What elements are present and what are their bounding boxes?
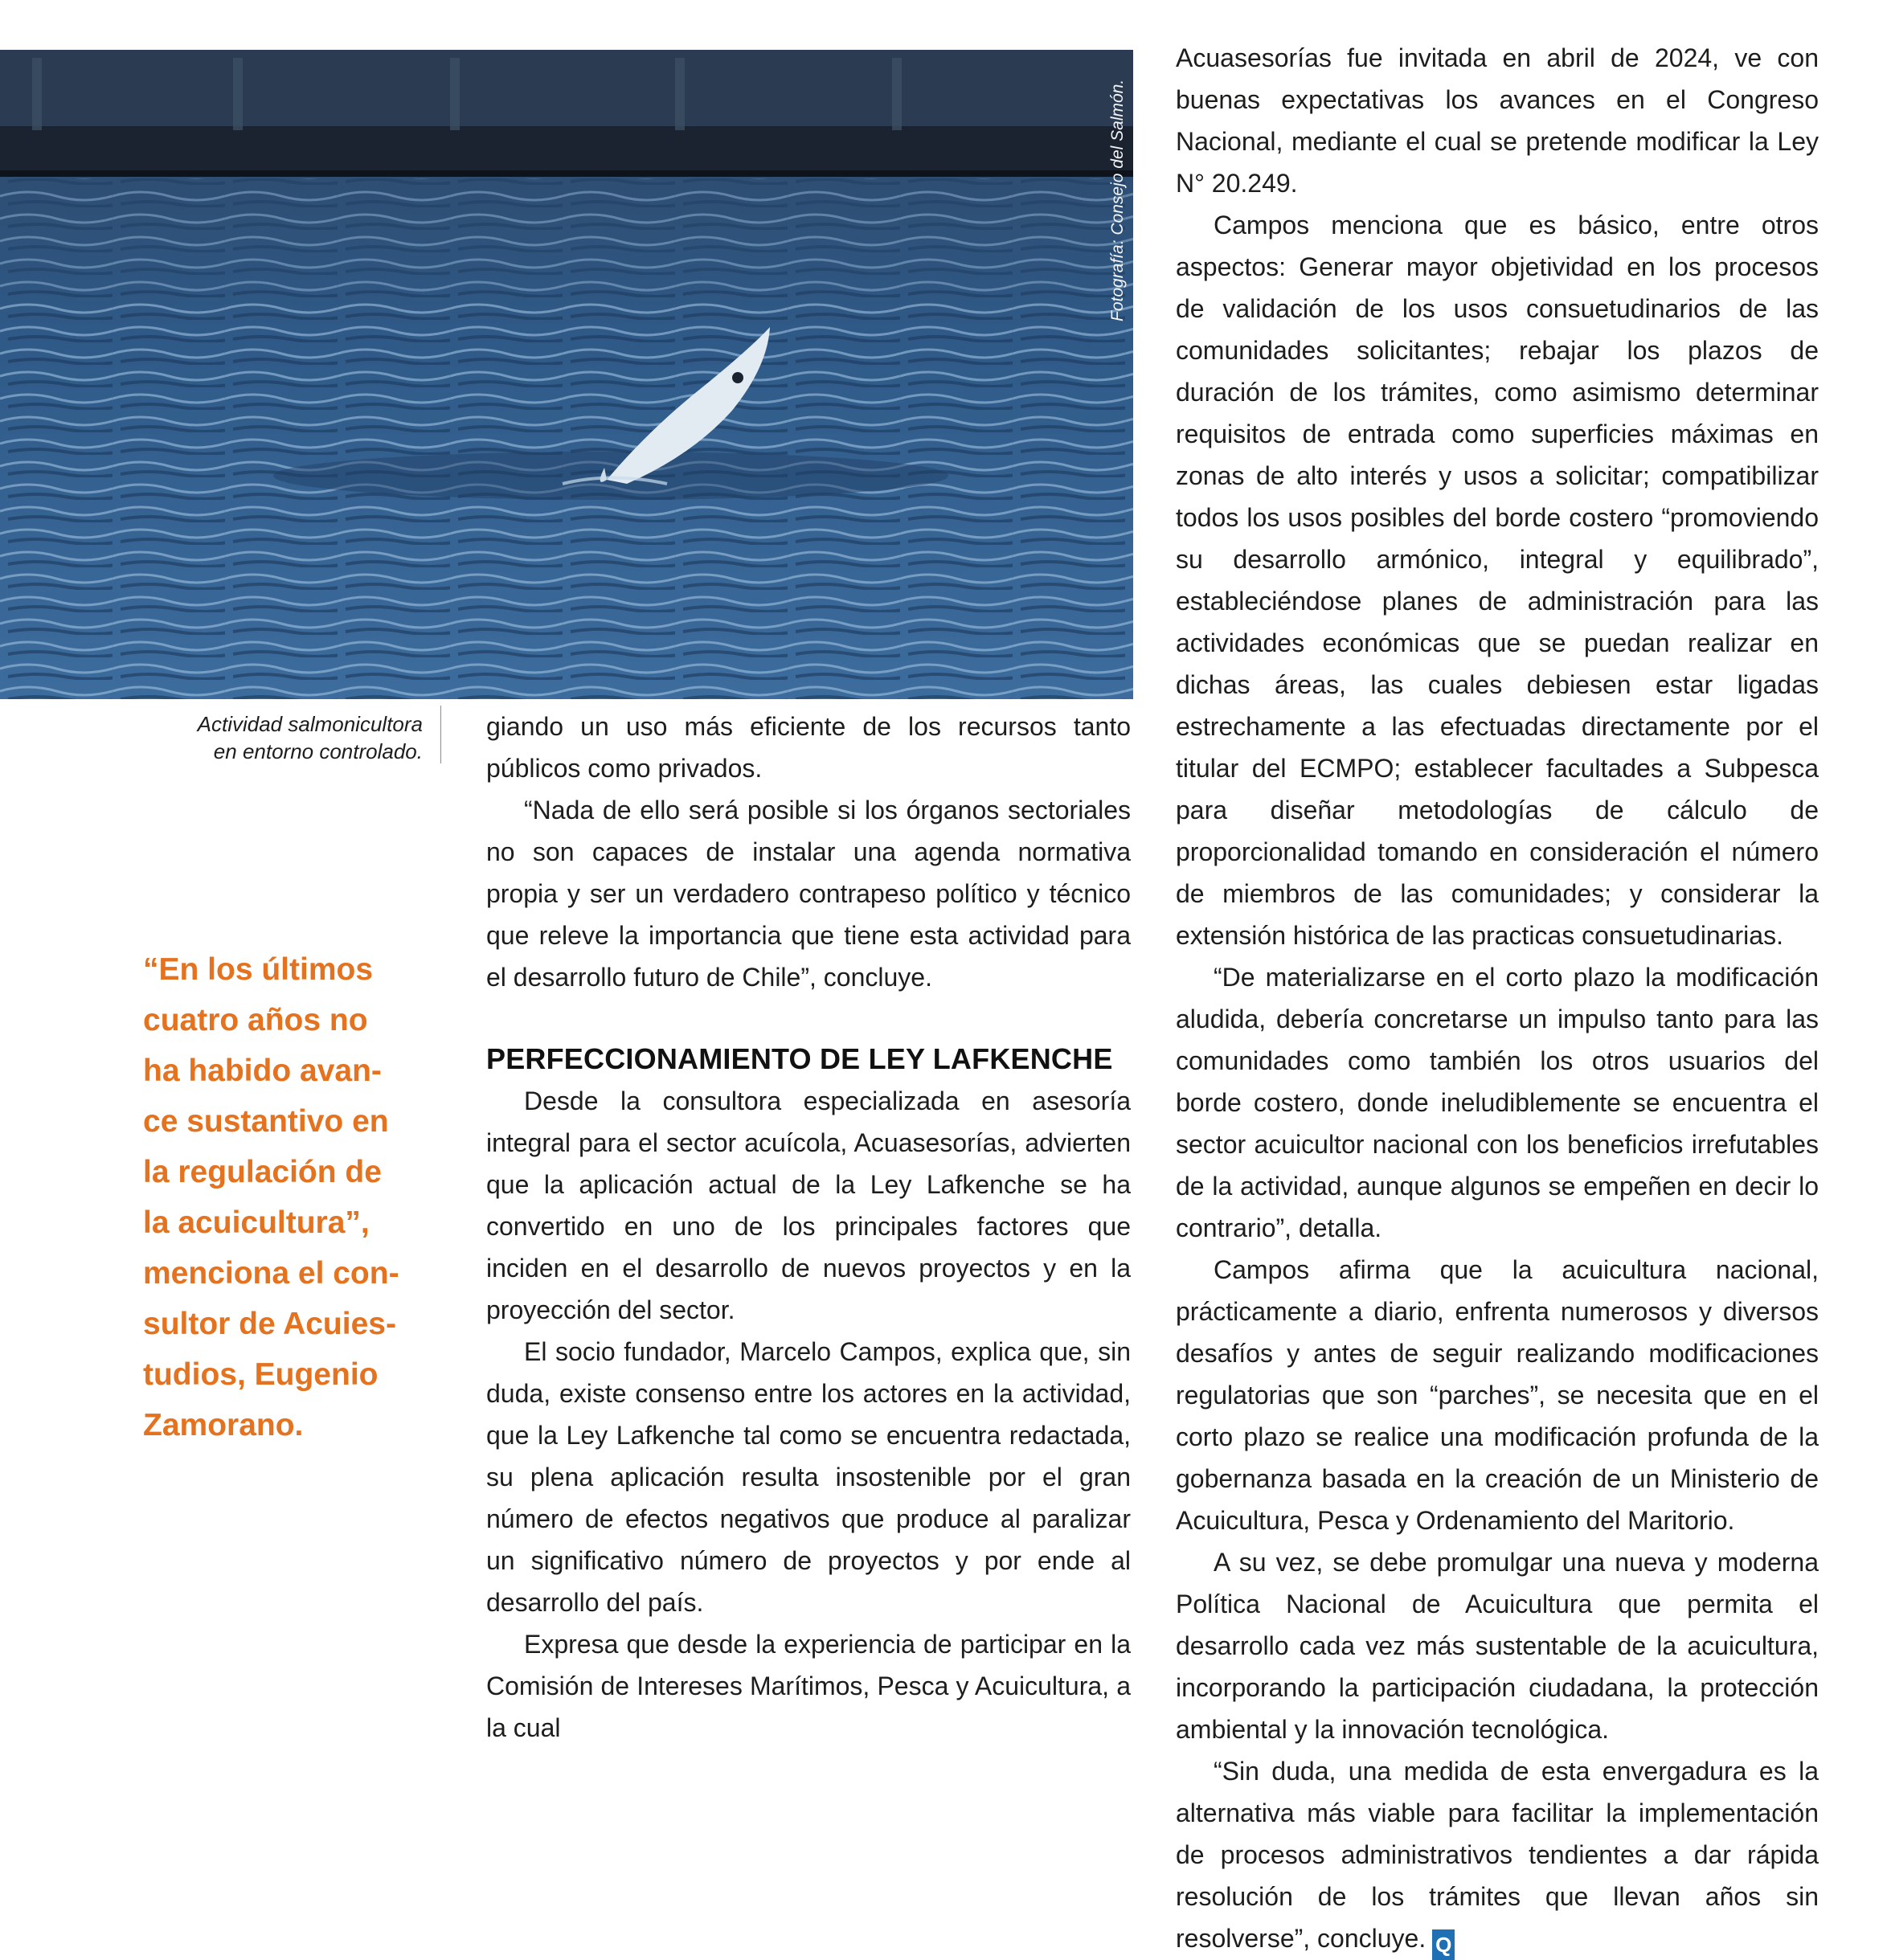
pull-quote-line: sultor de Acuies- <box>143 1307 396 1341</box>
body-paragraph: Desde la consultora especializada en asesoría integral para el sector acuícola, Acuasesorías, advierten que la aplicación actual de la Ley Lafkenche se ha convertido en uno de los principales factores que inciden en el desarrollo de nuevos proyectos y en la proyección del sector. <box>486 1086 1131 1324</box>
pull-quote-line: la acuicultura”, <box>143 1205 370 1240</box>
closing-paragraph-text: “Sin duda, una medida de esta envergadura es la alternativa más viable para facilitar la implementación de procesos administrativos tendientes a dar rápida resolución de los trámites que llevan años sin resolverse”, concluye. <box>1176 1757 1819 1953</box>
caption-divider <box>440 706 441 763</box>
pull-quote-line: tudios, Eugenio <box>143 1357 379 1392</box>
body-paragraph: giando un uso más eficiente de los recursos tanto públicos como privados. <box>486 712 1131 783</box>
pull-quote-line: Zamorano. <box>143 1408 304 1442</box>
body-paragraph: “Nada de ello será posible si los órganos sectoriales no son capaces de instalar una agenda normativa propia y ser un verdadero contrapeso político y técnico que releve la importancia que tiene esta actividad para el desarrollo futuro de Chile”, concluye. <box>486 796 1131 992</box>
pull-quote-line: “En los últimos <box>143 952 374 987</box>
body-paragraph: Expresa que desde la experiencia de participar en la Comisión de Intereses Marítimos, Pesca y Acuicultura, a la cual <box>486 1630 1131 1742</box>
body-paragraph <box>1176 1750 1819 1960</box>
end-mark-icon: Q <box>1432 1929 1455 1960</box>
middle-column <box>486 706 1131 1749</box>
photo-credit: Fotografía: Consejo del Salmón. <box>1108 79 1127 321</box>
pull-quote <box>143 944 448 1451</box>
body-paragraph: A su vez, se debe promulgar una nueva y moderna Política Nacional de Acuicultura que permita el desarrollo cada vez más sustentable de la acuicultura, incorporando la participación ciudadana, la protección ambiental y la innovación tecnológica. <box>1176 1548 1819 1744</box>
body-paragraph: El socio fundador, Marcelo Campos, explica que, sin duda, existe consenso entre los actores en la actividad, que la Ley Lafkenche tal como se encuentra redactada, su plena aplicación resulta insostenible por el gran número de efectos negativos que produce al paralizar un significativo número de proyectos y por ende al desarrollo del país. <box>486 1337 1131 1617</box>
body-paragraph: Campos afirma que la acuicultura nacional, prácticamente a diario, enfrenta numerosos y diversos desafíos y antes de seguir realizando modificaciones regulatorias que son “parches”, se necesita que en el corto plazo se realice una modificación profunda de la gobernanza basada en la creación de un Ministerio de Acuicultura, Pesca y Ordenamiento del Maritorio. <box>1176 1255 1819 1535</box>
pull-quote-line: la regulación de <box>143 1155 382 1189</box>
body-paragraph: Campos menciona que es básico, entre otros aspectos: Generar mayor objetividad en los procesos de validación de los usos consuetudinarios de las comunidades solicitantes; rebajar los plazos de duración de los trámites, como asimismo determinar requisitos de entrada como superficies máximas en zonas de alto interés y usos a solicitar; compatibilizar todos los usos posibles del borde costero “promoviendo su desarrollo armónico, integral y equilibrado”, estableciéndose planes de administración para las actividades económicas que se puedan realizar en dichas áreas, las cuales debiesen estar ligadas estrechamente a las efectuadas directamente por el titular del ECMPO; establecer facultades a Subpesca para diseñar metodologías de cálculo de proporcionalidad tomando en consideración el número de miembros de las comunidades; y considerar la extensión histórica de las practicas consuetudinarias. <box>1176 211 1819 950</box>
body-paragraph: “De materializarse en el corto plazo la modificación aludida, debería concretarse un impulso tanto para las comunidades como también los otros usuarios del borde costero, donde ineludiblemente se encuentra el sector acuicultor nacional con los beneficios irrefutables de la actividad, aunque algunos se empeñen en decir lo contrario”, detalla. <box>1176 963 1819 1242</box>
caption-line: Actividad salmonicultora <box>197 712 423 736</box>
pull-quote-line: ha habido avan- <box>143 1054 382 1088</box>
right-column <box>1176 37 1819 1960</box>
photo-caption <box>161 710 423 765</box>
section-heading: PERFECCIONAMIENTO DE LEY LAFKENCHE <box>486 1042 1113 1075</box>
body-paragraph: Acuasesorías fue invitada en abril de 2024, ve con buenas expectativas los avances en el Congreso Nacional, mediante el cual se pretende modificar la Ley N° 20.249. <box>1176 43 1819 198</box>
pull-quote-line: ce sustantivo en <box>143 1104 389 1139</box>
caption-line: en entorno controlado. <box>213 739 423 763</box>
pull-quote-line: cuatro años no <box>143 1003 368 1037</box>
salmon-jumping-image <box>0 50 1133 699</box>
salmon-photo <box>0 50 1133 699</box>
pull-quote-line: menciona el con- <box>143 1256 399 1291</box>
